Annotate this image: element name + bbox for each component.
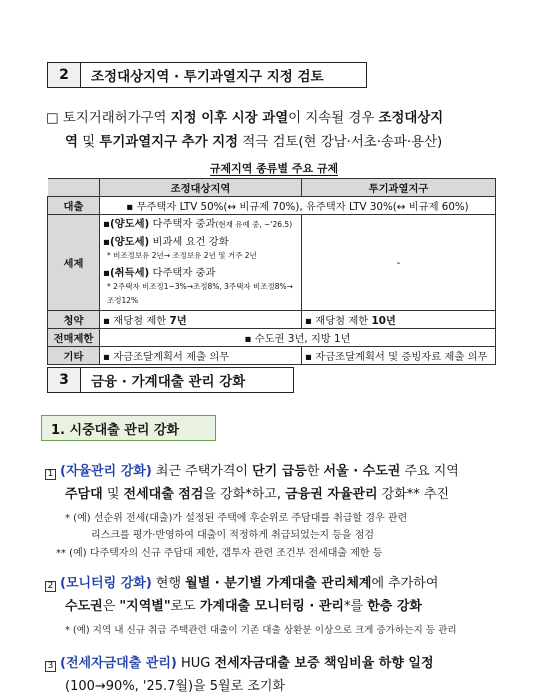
section-title: 금융 · 가계대출 관리 강화 [81,367,294,393]
section-2-header [47,62,367,88]
subsection-title: 1. 시중대출 관리 강화 [41,415,216,441]
item-3-line-1: 3 (전세자금대출 관리) HUG 전세자금대출 보증 책임비율 하향 일정 [45,652,434,672]
section-number: 3 [47,367,81,393]
item-1-note-1a: * (예) 선순위 전세(대출)가 설정된 주택에 후순위로 주담대를 취급할 경우 관련 [65,513,408,524]
etc-cell-1: ▪ 자금조달계획서 제출 의무 [100,347,302,365]
col-header-adjustment-area: 조정대상지역 [100,179,302,197]
row-label-etc: 기타 [48,347,100,365]
item-number-box: 2 [45,581,56,592]
table-row-subscription [48,311,496,329]
table-corner [48,179,100,197]
item-3-line-2: (100→90%, '25.7월)을 5월로 조기화 [65,679,285,694]
row-label-resale: 전매제한 [48,329,100,347]
item-1-line-1: 1 (자율관리 강화) 최근 주택가격이 단기 급등한 서울 · 수도권 주요 지역 [45,460,459,480]
resale-cell: ▪ 수도권 3년, 지방 1년 [100,329,496,347]
item-2-line-2: 수도권은 "지역별"로도 가계대출 모니터링 · 관리*를 한층 강화 [65,599,422,614]
etc-cell-2: ▪ 자금조달계획서 및 증빙자료 제출 의무 [302,347,496,365]
col-header-speculation-zone: 투기과열지구 [302,179,496,197]
tax-bullet-1: ▪(양도세) 다주택자 중과(현재 유예 중, ~'26.5) [103,218,293,230]
tax-bullet-2: ▪(양도세) 비과세 요건 강화 [103,236,229,248]
tax-cell-speculation: - [302,215,496,311]
item-2-line-1: 2 (모니터링 강화) 현행 월별 · 분기별 가계대출 관리체계에 추가하여 [45,572,438,592]
section-3-header [47,367,294,393]
item-1-line-2: 주담대 및 전세대출 점검을 강화*하고, 금융권 자율관리 강화** 추진 [65,487,450,502]
item-1-note-2: ** (예) 다주택자의 신규 주담대 제한, 갭투자 관련 조건부 전세대출 제한 등 [56,548,383,559]
table-row-loan [48,197,496,215]
table-caption: 규제지역 종류별 주요 규제 [209,162,339,175]
table-row-resale [48,329,496,347]
section-title: 조정대상지역 · 투기과열지구 지정 검토 [81,62,367,88]
regulation-table [47,178,496,365]
row-label-loan: 대출 [48,197,100,215]
subscription-cell-2: ▪ 재당첨 제한 10년 [302,311,496,329]
item-1-note-1b: 리스크를 평가·반영하여 대출이 적정하게 취급되었는지 등을 점검 [91,530,375,541]
tax-cell [100,215,302,311]
paragraph-line-1: □ 토지거래허가구역 지정 이후 시장 과열이 지속될 경우 조정대상지 [46,111,444,126]
row-label-tax: 세제 [48,215,100,311]
item-number-box: 1 [45,469,56,480]
loan-cell: ▪ 무주택자 LTV 50%(↔ 비규제 70%), 유주택자 LTV 30%(↔ 비규제 60%) [100,197,496,215]
item-number-box: 3 [45,661,56,672]
tax-bullet-3: ▪(취득세) 다주택자 중과 [103,267,216,279]
section-number: 2 [47,62,81,88]
tax-note-3: * 2주택자 비조정1~3%→조정8%, 3주택자 비조정8%→조정12% [107,282,293,305]
item-2-note: * (예) 지역 내 신규 취급 주택관련 대출이 기존 대출 상환분 이상으로 크게 증가하는지 등 관리 [65,625,457,636]
row-label-subscription: 청약 [48,311,100,329]
checkbox-bullet: □ [46,111,59,126]
tax-note-2: * 비조정보유 2년→ 조정보유 2년 및 거주 2년 [107,251,257,260]
table-row-tax [48,215,496,311]
table-header-row [48,179,496,197]
table-row-etc [48,347,496,365]
paragraph-line-2: 역 및 투기과열지구 추가 지정 적극 검토(현 강남·서초·송파·용산) [65,135,443,150]
subscription-cell-1: ▪ 재당첨 제한 7년 [100,311,302,329]
